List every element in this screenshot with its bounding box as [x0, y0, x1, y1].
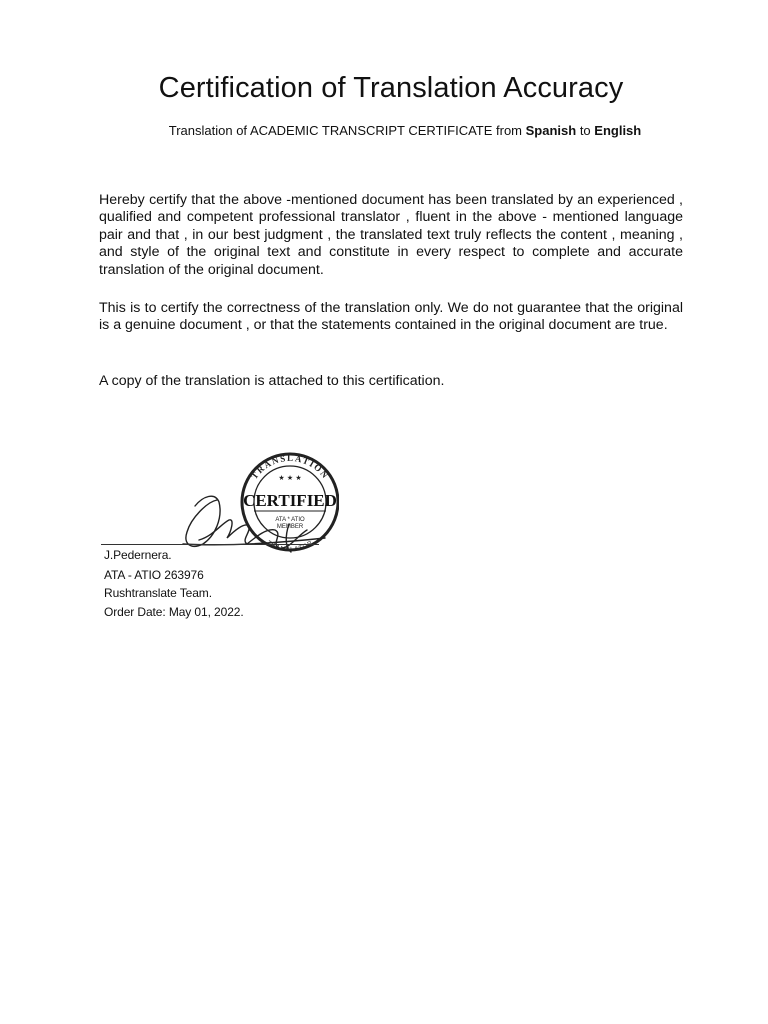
subtitle-prefix: Translation of ACADEMIC TRANSCRIPT CERTIFICATE from: [168, 123, 526, 138]
attachment-note: A copy of the translation is attached to this certification.: [99, 373, 445, 389]
signature-line: [101, 544, 319, 545]
subtitle-connector: to: [576, 123, 595, 138]
order-date: Order Date: May 01, 2022.: [104, 605, 244, 619]
source-language: Spanish: [525, 123, 577, 138]
target-language: English: [594, 123, 642, 138]
stamp-top-text: TRANSLATION: [249, 452, 331, 482]
page-title: Certification of Translation Accuracy: [158, 72, 624, 104]
certification-paragraph: Hereby certify that the above -mentioned document has been translated by an experienced , qualified and competent professional translator , fluent in the above - mentioned language pair and that , in our best judgment , the translated text truly reflects the content , meaning , and style of the original text and constitute in every respect to complete and accurate translation of the original document.: [99, 192, 683, 278]
stamp-bottom-text: TRANSLATOR: [265, 539, 315, 554]
signer-team: Rushtranslate Team.: [104, 586, 212, 600]
stamp-lower-text-1: ATA * ATIO: [275, 517, 305, 523]
svg-text:★ ★ ★: ★ ★ ★: [278, 474, 302, 482]
signer-credential: ATA - ATIO 263976: [104, 568, 204, 582]
stamp-lower-text-2: MEMBER: [276, 524, 304, 530]
signature-and-stamp: [99, 440, 339, 560]
stamp-center-text: CERTIFIED: [243, 491, 337, 510]
document-subtitle: [0, 123, 768, 138]
signer-name: J.Pedernera.: [104, 548, 172, 562]
disclaimer-paragraph: This is to certify the correctness of the translation only. We do not guarantee that the original is a genuine document , or that the statements contained in the original document are true.: [99, 300, 683, 334]
